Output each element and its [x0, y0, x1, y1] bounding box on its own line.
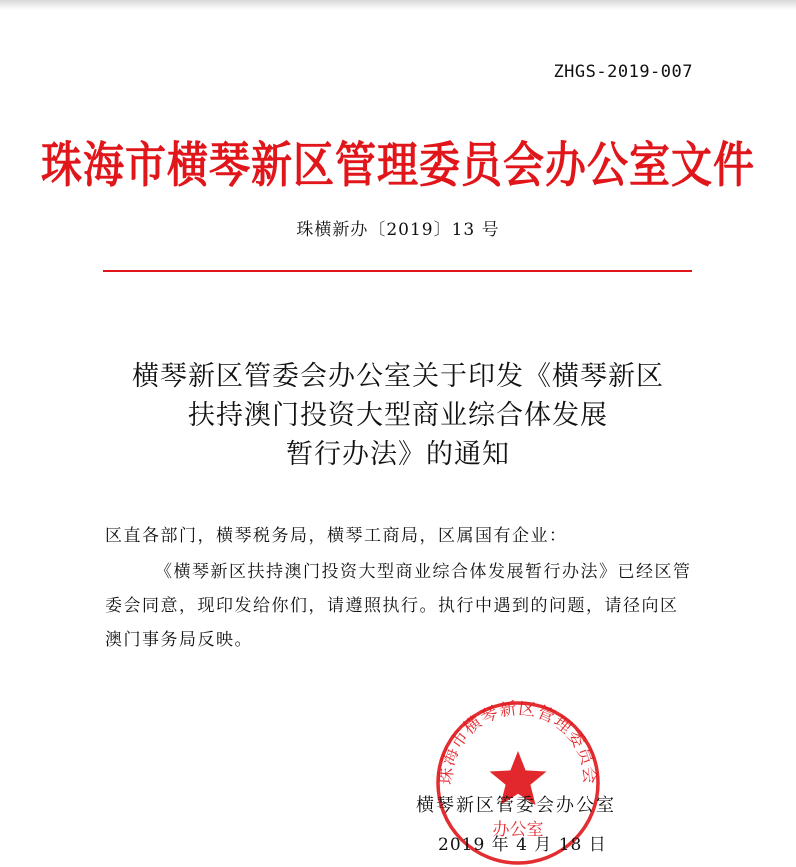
seal-arc-text: 珠海市横琴新区管理委员会	[436, 699, 600, 786]
recipients-line: 区直各部门，横琴税务局，横琴工商局，区属国有企业：	[105, 526, 568, 546]
notice-title-line: 横琴新区管委会办公室关于印发《横琴新区	[132, 361, 664, 392]
seal-center-text: 办公室	[492, 820, 544, 840]
signing-date: 2019 年 4 月 18 日	[438, 835, 607, 855]
document-code: ZHGS-2019-007	[553, 62, 693, 82]
document-number: 珠横新办〔2019〕13 号	[296, 220, 500, 240]
signer: 横琴新区管委会办公室	[416, 795, 616, 816]
notice-title-line: 扶持澳门投资大型商业综合体发展	[188, 400, 608, 431]
red-header-title: 珠海市横琴新区管理委员会办公室文件	[41, 136, 755, 194]
body-paragraph: 《横琴新区扶持澳门投资大型商业综合体发展暂行办法》已经区管委会同意，现印发给你们，请遵照执行。执行中遇到的问题，请径向区澳门事务局反映。	[105, 562, 692, 650]
red-divider-line	[103, 270, 692, 272]
notice-title-line: 暂行办法》的通知	[286, 439, 510, 470]
notice-title	[0, 357, 796, 474]
page-top-edge	[0, 0, 796, 10]
